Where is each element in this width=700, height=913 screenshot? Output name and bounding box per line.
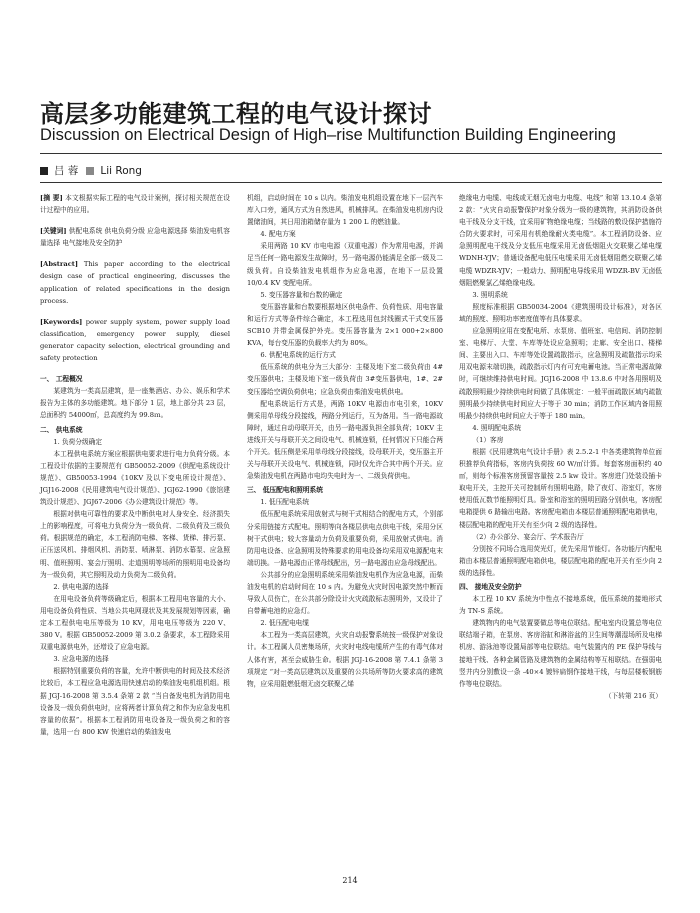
section-heading: 三、 低压配电和照明系统 (247, 486, 323, 495)
author-zh: 吕 蓉 (54, 165, 79, 177)
paragraph: 建筑物内的电气装置要做总等电位联结。配电室内设置总等电位联结端子箱，在泵房、客房浴缸和淋浴盆的卫生间等潮湿场所及电梯机房、游泳池等设置局部等电位联结。电气装置内的 PE 保护导线与接地干线、各种金属管路及建筑物的金属结构等互相联结。在强弱电竖井内分别敷设一条 -40×4 镀锌扁钢作接地干线，与每层楼板钢筋作等电位联结。 (459, 619, 662, 688)
paragraph: 采用两路 10 KV 市电电源（双重电源）作为常用电源，并满足当任何一路电源发生故障时，另一路电源仍能满足全部一级及二级负荷。自设柴油发电机组作为应急电源，在地下一层设置 10/0.4 KV 变配电所。 (247, 242, 443, 287)
section-heading: 二、 供电系统 (40, 425, 83, 434)
paragraph: 在用电设备负荷等级确定后，根据本工程用电容量的大小、用电设备负荷性质、当地公共电网现状及其发展规划等因素，确定本工程供电电压等级为 10 KV，用电电压等级为 220 V、380 V。根据 GB50052-2009 第 3.0.2 条要求，本工程除采用双重电源供电外，还增设了应急电源。 (40, 594, 230, 652)
author-en: Lii Rong (100, 164, 142, 177)
subsection-heading: 2. 低压配电电缆 (260, 619, 310, 628)
paragraph: 变压器容量和台数要根据地区供电条件、负荷性质、用电容量和运行方式等条件综合确定，本工程选用包封线圈式干式变压器 SCB10 并带金属保护外壳。变压器容量为 2×1 000+2×800 KVA，每台变压器的负载率大约为 80%。 (247, 302, 443, 348)
paragraph: 低压配电系统采用放射式与树干式相结合的配电方式，个别部分采用链接方式配电。照明等向各楼层供电点供电干线，采用分区树干式供电；较大容量动力负荷及重要负荷，采用放射式供电。消防用电设备、应急照明及特殊要求的用电设备均采用双电源配电末端切换。一路电源由正常母线配出，另一路电源由应急母线配出。 (247, 510, 443, 567)
subsection-heading: 6. 供配电系统的运行方式 (260, 351, 336, 360)
paragraph: 根据《民用建筑电气设计手册》表 2.5.2-1 中各类建筑物单位面积推荐负荷指标，客房内负荷按 60 W/㎡计算。每套客房面积约 40 ㎡，则每个标准客房预留容量按 2.5 kw 设计。客房进门处装设插卡取电开关，主控开关可控制所有照明电路，除了夜灯、浴室灯，客房使用低瓦数节能照明灯具。卧室和浴室的照明回路分别供电，客房配电箱提供 6 路输出电路。客房配电箱由本楼层普通照明配电箱供电，楼层配电箱的配电开关有至少向 2 级的选择性。 (459, 447, 662, 529)
keywords-zh: [关键词] 供配电系统 供电负荷分级 应急电源选择 柴油发电机容量选择 电气接地及安全防护 (40, 227, 230, 248)
title-rule (40, 153, 662, 154)
subsection-heading: 4. 照明配电系统 (472, 423, 522, 432)
paragraph: 根据特别重要负荷的容量，允许中断供电的时间及技术经济比较后，本工程应急电源选用快速启动的柴油发电机组机组。根据 JGJ-16-2008 第 3.5.4 条第 2 款 “当自备发电机为消防用电设备及一级负荷供电时，应将两者计算负荷之和作为应急发电机容量的依据”。根据本工程消防用电设备及一级负荷之和的容量，选用一台 800 KW 快速启动的柴油发电 (40, 667, 230, 736)
paragraph: 应急照明应用在变配电所、水泵房、值班室、电信间、消防控制室、电梯厅、大堂、车库等处设应急照明；走廊、安全出口、楼梯间、主要出入口、车库等处设置疏散指示，应急照明及疏散指示均采用双电源末端切换，疏散指示灯内有可充电蓄电池。当正常电源故障时，可继续维持供电时间。JGJ16-2008 中 13.8.6 中对各用照明及疏散照明最少持续供电时间做了具体规定：一般平面疏散区域内疏散照明最少持续供电时间应大于等于 30 min；消防工作区域内备用照明最少持续供电时间应大于等于 180 min。 (459, 327, 662, 420)
paragraph: 根据对供电可靠性的要求及中断供电对人身安全、经济损失上的影响程度，可将电力负荷分为一级负荷、二级负荷及三级负荷。根据规范的确定，本工程消防电梯、客梯、货梯、排污泵、正压送风机、排烟风机、消防泵、喷淋泵、消防水幕泵、应急照明、值班照明、宴会厅照明、走道照明等场所的照明用电设备均为一级负荷，其它照明及动力负荷为二级负荷。 (40, 510, 230, 579)
subsection-heading: （1）客房 (472, 435, 504, 444)
paragraph: 本工程为一类高层建筑，火灾自动报警系统按一级保护对象设计。本工程属人员密集场所，火灾时电线电缆所产生的有毒气体对人体有害，甚至会威胁生命。根据 JGJ-16-2008 第 7.4.1 条第 3 项规定 “对一类高层建筑以及重要的公共场所等防火要求高的建筑物，应采用阻燃低烟无卤交联聚乙烯 (247, 631, 443, 688)
section-heading: 四、 接地及安全防护 (459, 583, 522, 591)
paragraph: 公共部分的应急照明系统采用柴油发电机作为应急电源，而柴油发电机的启动时间在 10 s 内。为避免火灾时因电源突然中断而导致人员伤亡，在公共部分除设计火灾疏散标志照明外，又设计了自带蓄电池的应急灯。 (247, 570, 443, 616)
title-zh: 高层多功能建筑工程的电气设计探讨 (40, 100, 432, 128)
paragraph: 绝缘电力电缆、电线或无烟无卤电力电缆、电线” 和第 13.10.4 条第 2 款：“火灾自动报警保护对象分级为一级的建筑物，其消防设备供电干线及分支干线，宜采用矿物绝缘电缆；当线路的敷设保护措施符合防火要求时，可采用有机绝缘耐火类电缆”。本工程消防设备、应急照明配电干线及分支低压电缆采用无卤低烟阻火交联聚乙烯电缆 WDNH-YJV；普通设备配电低压电缆采用无卤低烟阻燃交联聚乙烯电缆 WDZR-YJV；一般动力、照明配电导线采用 WDZR-BV 无卤低烟阻燃聚氯乙烯绝缘电线。 (459, 194, 662, 287)
continued-note: （下转第 216 页） (604, 691, 662, 700)
section-heading: 一、 工程概况 (40, 375, 83, 384)
column-2 (247, 192, 443, 690)
abstract-en: [Abstract] This paper according to the electrical design case of practical engineering, discusses the application of related specifications in the design process. (40, 260, 230, 305)
page-number: 214 (342, 876, 358, 885)
subsection-heading: 3. 应急电源的选择 (53, 655, 109, 664)
subsection-heading: 2. 供电电源的选择 (53, 582, 109, 591)
paragraph: 分别按不同场合选用荧光灯，优先采用节能灯。各功能厅内配电箱由本楼层普通照明配电箱供电，楼层配电箱的配电开关有至少向 2 级的选择性。 (459, 544, 662, 577)
subsection-heading: 1. 负荷分级确定 (53, 437, 103, 446)
square-bullet-icon (40, 167, 48, 175)
author-rule (40, 182, 662, 183)
subsection-heading: 4. 配电方案 (260, 230, 296, 239)
keywords-en: [Keywords] power supply system, power supply load classification, emergency power supply, diesel generator capacity selection, electrical grounding and safety protection (40, 317, 230, 363)
subsection-heading: 1. 低压配电系统 (260, 498, 310, 507)
abstract-zh: [摘 要] 本文根据实际工程的电气设计案例，探讨相关规范在设计过程中的应用。 (40, 194, 230, 215)
paragraph: 低压系统的供电分为三大部分：主楼及地下室二级负荷由 4#变压器供电；主楼及地下室一级负荷由 3#变压器供电，1#、2#变压器给空调负荷供电；应急负荷由柴油发电机供电。 (247, 363, 443, 396)
paragraph: 机组，启动时间在 10 s 以内。柴油发电机组设置在地下一层汽车库入口旁，通风方式为自然进风，机械排风。在柴油发电机房内设置储油间，其日用油箱储存量为 1 200 L 的燃油量。 (247, 194, 443, 227)
paragraph: 本工程供电系统方案应根据供电要求进行电力负荷分级。本工程设计依据的主要规范有 GB50052-2009《供配电系统设计规范》、GB50053-1994《10KV 及以下变电所设计规范》、JGJ16-2008《民用建筑电气设计规范》、JGJ62-1990《旅馆建筑设计规范》、JGJ67-2006《办公建筑设计规范》等。 (40, 449, 230, 507)
column-1 (40, 192, 230, 738)
title-en: Discussion on Electrical Design of High–rise Multifunction Building Engineering (40, 126, 616, 144)
subsection-heading: 5. 变压器容量和台数的确定 (260, 290, 343, 299)
square-bullet-icon (86, 167, 94, 175)
column-3 (459, 192, 662, 702)
paragraph: 配电系统运行方式是，两路 10KV 电源由市电引来，10KV 侧采用单母线分段接线，两路分列运行，互为备用。当一路电源故障时，通过自动母联开关，由另一路电源负担全部负荷；10KV 主进线开关与母联开关之间设电气、机械连锁，任何情况下只能合两个开关。低压侧是采用单母线分段接线，设母联开关，变压器主开关与母联开关设电气、机械连锁，同时仅允许合其中两个开关。应急柴油发电机在两路市电均失电时为一、二级负荷供电。 (247, 399, 443, 481)
paragraph: 照度标准根据 GB50034-2004《建筑照明设计标准》，对各区域的照度、照明功率密度值等有具体要求。 (459, 302, 662, 323)
subsection-heading: （2）办公部分、宴会厅、学术报告厅 (472, 532, 584, 541)
paragraph: 某建筑为一类高层建筑，是一座集酒店、办公、娱乐和学术报告为主体的多功能建筑。地下部分 1 层，地上部分共 23 层，总面积约 54000㎡，总高度约为 99.8ｍ。 (40, 387, 230, 420)
subsection-heading: 3. 照明系统 (472, 290, 508, 299)
paragraph: 本工程 10 KV 系统为中性点不接地系统，低压系统的接地形式为 TN-S 系统。 (459, 595, 662, 616)
author-line (40, 163, 142, 178)
